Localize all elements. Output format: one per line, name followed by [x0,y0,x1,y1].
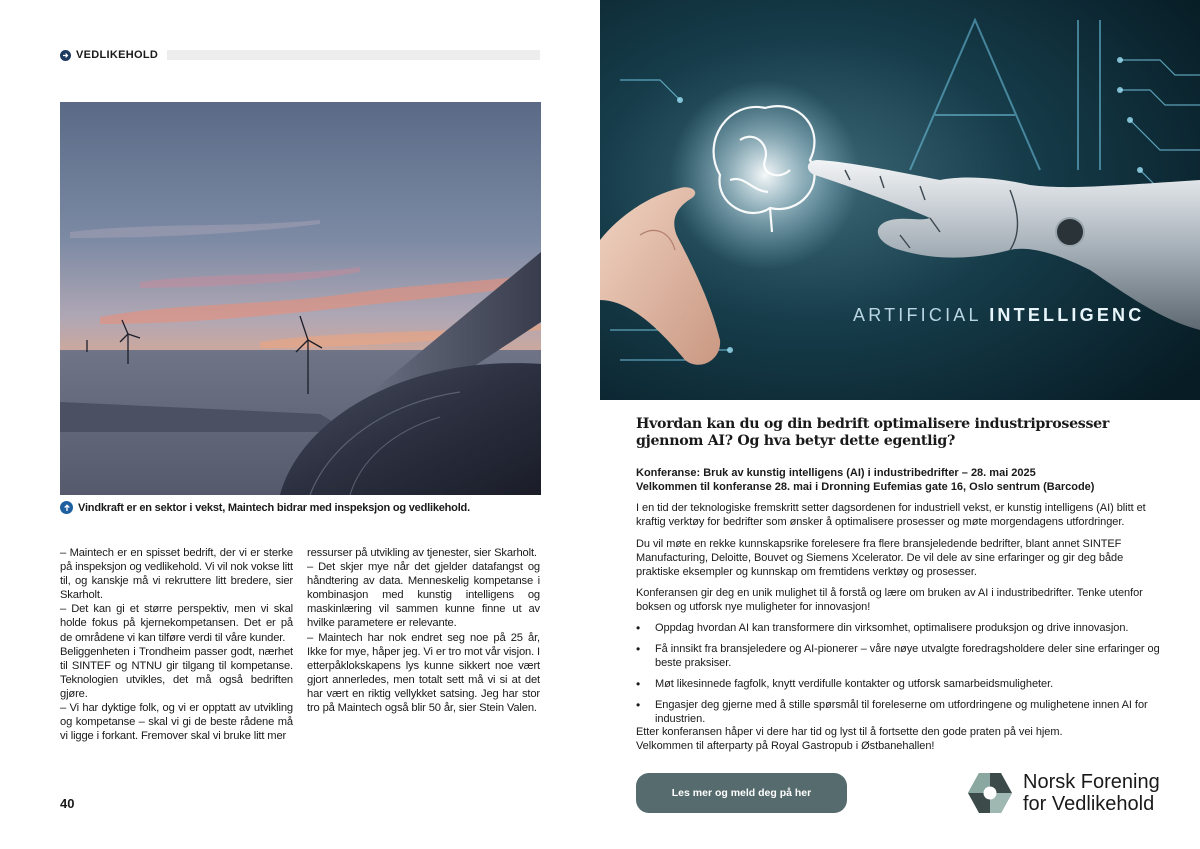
article-paragraph: – Det kan gi et større perspektiv, men vi skal holde fokus på kjernekompetansen. Det er på de områdene vi kan tilføre verdi til våre kunder. [60,603,293,644]
closing-paragraph [636,725,1164,753]
list-item: • Møt likesinnede fagfolk, knytt verdifulle kontakter og utforsk samarbeidsmuligheter. [636,677,1164,691]
conference-info [636,466,1166,494]
register-button[interactable]: Les mer og meld deg på her [636,773,847,813]
closing-line: Etter konferansen håper vi dere har tid og lyst til å fortsette den gode praten på vei hjem. [636,726,1063,738]
logo-line-2: for Vedlikehold [1023,793,1155,815]
benefits-list [636,621,1164,733]
arrow-up-circle-icon [60,501,73,514]
section-header [60,48,540,62]
article-column-2 [307,546,540,715]
article-paragraph: – Maintech er en spisset bedrift, der vi er sterke på inspeksjon og vedlikehold. Vi vil nok vokse litt til, og kanskje må vi rekruttere litt bredere, sier Skarholt. [60,547,293,602]
section-label: VEDLIKEHOLD [76,49,159,61]
section-rule [167,50,540,60]
conference-venue: Velkommen til konferanse 28. mai i Dronning Eufemias gate 16, Oslo sentrum (Barcode) [636,481,1095,493]
caption-text: Vindkraft er en sektor i vekst, Maintech bidrar med inspeksjon og vedlikehold. [78,501,470,514]
article-paragraph: ressurser på utvikling av tjenester, sier Skarholt. [307,547,537,559]
arrow-right-circle-icon [60,50,71,61]
photo-caption [60,501,541,514]
hero-caption-light: ARTIFICIAL [853,305,990,325]
nfv-logo [967,771,1167,815]
nfv-logo-mark-icon [967,771,1013,815]
logo-wordmark [1023,771,1160,815]
article-column-1 [60,546,293,743]
article-paragraph: – Vi har dyktige folk, og vi er opptatt av utvikling og kompetanse – skal vi gi de beste rådene må vi ligge i forkant. Fremover skal vi bruke litt mer [60,702,293,743]
article-paragraph: – Det skjer mye når det gjelder datafangst og håndtering av data. Menneskelig kompetanse i kombinasjon med kunstig intelligens og maskinlæring vil sammen kunne finne ut av hvilke parametere er relevante. [307,561,540,630]
article-headline: Hvordan kan du og din bedrift optimalisere industriprosesser gjennom AI? Og hva betyr dette egentlig? [636,416,1110,449]
list-item: • Engasjer deg gjerne med å stille spørsmål til foreleserne om utfordringene og mulighetene innen AI for industrien. [636,698,1164,726]
article-paragraph: Beliggenheten i Trondheim passer godt, nærhet til SINTEF og NTNU gir tilgang til kompetanse. Teknologien utvikles, det må også bedriften gjøre. [60,645,293,700]
article-paragraph: – Maintech har nok endret seg noe på 25 år, Ikke for mye, håper jeg. Vi er tro mot vår visjon. I etterpåklokskapens lys kunne sikkert noe vært gjort annerledes, men totalt sett må vi si at det har vært en riktig vellykket satsing. Jeg har stor tro på Maintech også blir 50 år, sier Stein Valen. [307,631,540,715]
wind-turbine-photo [60,102,541,495]
logo-line-1: Norsk Forening [1023,771,1160,793]
opportunity-paragraph: Konferansen gir deg en unik mulighet til å forstå og lære om bruken av AI i industribedrifter. Tenke utenfor boksen og utforsk nye muligheter for innovasjon! [636,587,1143,613]
ai-hero-image [600,0,1200,400]
hero-caption-bold: INTELLIGENC [989,305,1145,325]
list-item: • Oppdag hvordan AI kan transformere din virksomhet, optimalisere produksjon og drive innovasjon. [636,621,1164,635]
page-number: 40 [60,796,75,811]
conference-title: Konferanse: Bruk av kunstig intelligens (AI) i industribedrifter – 28. mai 2025 [636,467,1036,479]
hero-caption [853,305,1144,326]
intro-paragraph: I en tid der teknologiske fremskritt setter dagsordenen for industriell vekst, er kunstig intelligens (AI) blitt et kraftig verktøy for bedrifter som ønsker å optimalisere prosesser og møte morgendagens utfordringer. [636,502,1146,528]
closing-line: Velkommen til afterparty på Royal Gastropub i Østbanehallen! [636,740,935,752]
speakers-paragraph: Du vil møte en rekke kunnskapsrike forelesere fra flere bransjeledende bedrifter, blant annet SINTEF Manufacturing, Deloitte, Bouvet og Siemens Xcelerator. De vil dele av sine erfaringer og gir deg både praktiske eksempler og kunnskap om fremtidens verktøy og prosesser. [636,538,1124,578]
list-item: • Få innsikt fra bransjeledere og AI-pionerer – våre nøye utvalgte foredragsholdere deler sine erfaringer og beste praksiser. [636,642,1164,670]
